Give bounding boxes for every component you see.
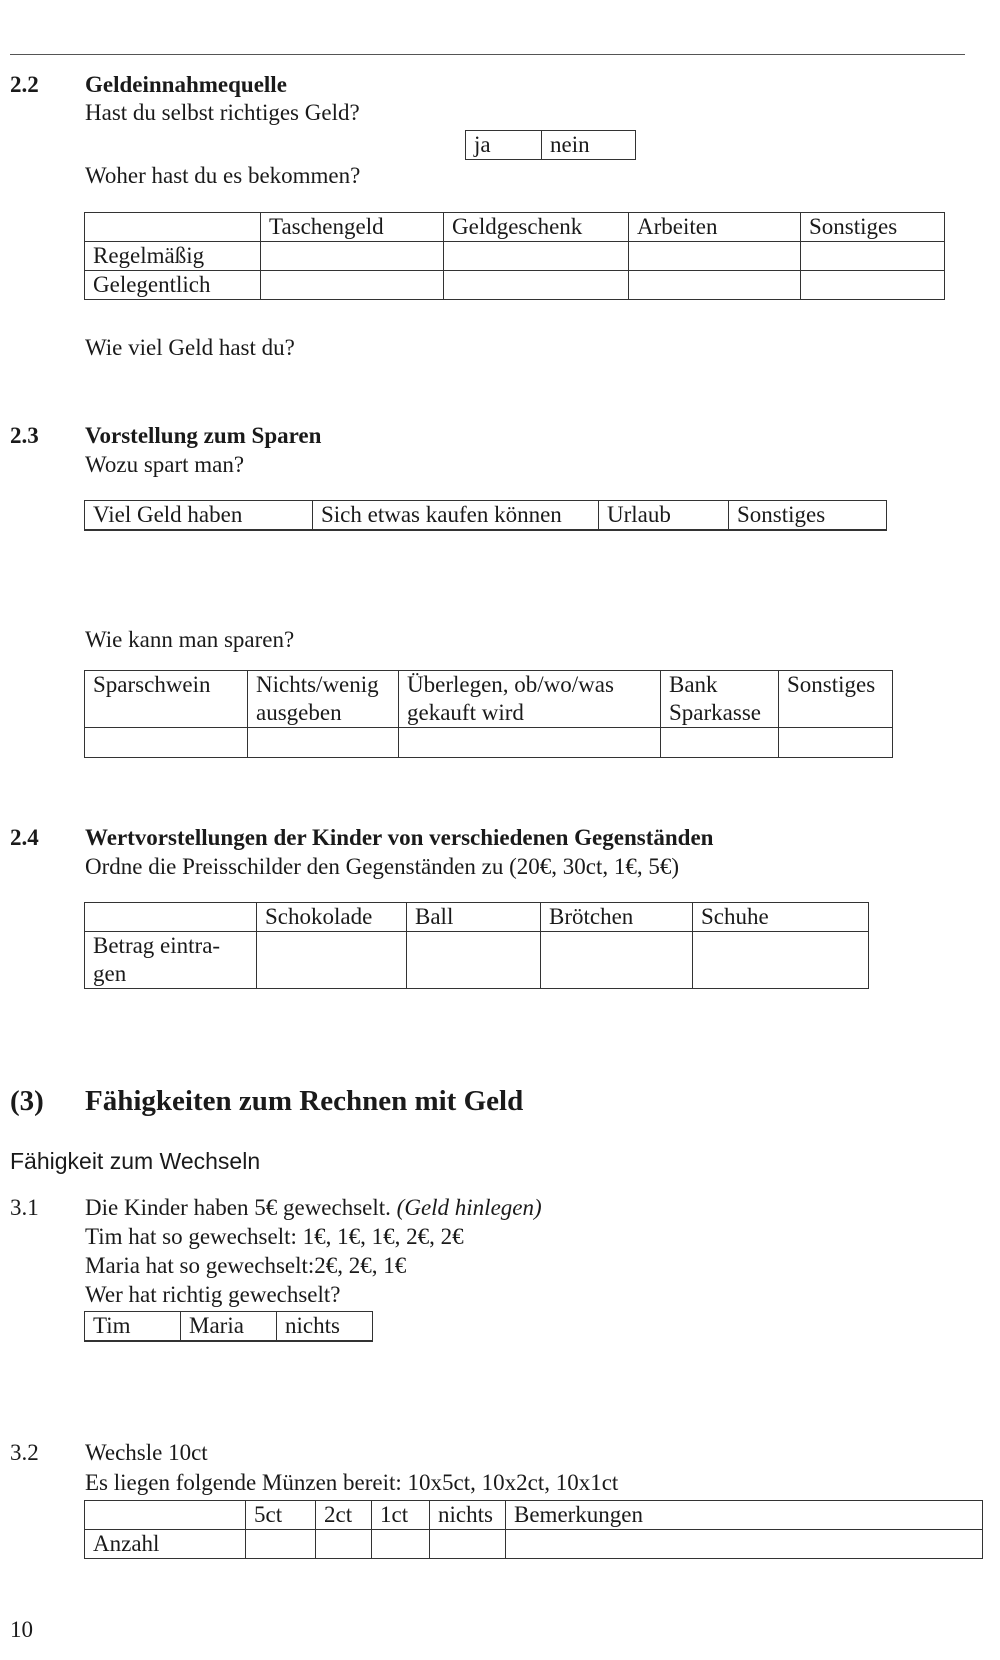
exchange-intro: [85, 1195, 542, 1221]
table-cell[interactable]: [729, 530, 887, 531]
column-header: nichts: [277, 1312, 373, 1341]
table-cell[interactable]: [444, 242, 629, 271]
page-number: 10: [10, 1617, 33, 1642]
table-header-row: [85, 671, 893, 728]
table-cell[interactable]: [629, 271, 801, 300]
column-header: Tim: [85, 1312, 181, 1341]
table-cell[interactable]: [248, 728, 399, 758]
table-header-row: [85, 213, 945, 242]
table-cell[interactable]: [407, 932, 541, 989]
column-header: Urlaub: [599, 501, 729, 530]
table-cell: [85, 213, 261, 242]
table-row: [85, 530, 887, 531]
column-header: Viel Geld haben: [85, 501, 313, 530]
table-cell[interactable]: [430, 1530, 506, 1559]
table-cell[interactable]: [181, 1341, 277, 1342]
table-cell: [85, 903, 257, 932]
why-save-table: [84, 500, 887, 531]
table-row: [85, 1341, 373, 1342]
column-header: 5ct: [246, 1501, 316, 1530]
table-cell[interactable]: [506, 1530, 983, 1559]
price-table: [84, 902, 869, 989]
column-header: Schuhe: [693, 903, 869, 932]
column-header: Nichts/wenig ausgeben: [248, 671, 399, 728]
table-cell[interactable]: [693, 932, 869, 989]
column-header: 2ct: [316, 1501, 372, 1530]
correct-exchange-table: [84, 1311, 373, 1342]
question-how-save: Wie kann man sparen?: [85, 627, 295, 652]
column-header: Sonstiges: [779, 671, 893, 728]
column-header: Sparschwein: [85, 671, 248, 728]
exchange-intro-text: Die Kinder haben 5€ gewechselt.: [85, 1195, 391, 1220]
no-option[interactable]: nein: [542, 131, 636, 160]
table-cell[interactable]: [261, 271, 444, 300]
section-number-2-4: 2.4: [10, 825, 39, 850]
table-row: [85, 1530, 983, 1559]
table-row: [85, 242, 945, 271]
table-cell[interactable]: [661, 728, 779, 758]
subtitle-exchange: Fähigkeit zum Wechseln: [10, 1148, 261, 1174]
row-label: Gelegentlich: [85, 271, 261, 300]
question-own-money: Hast du selbst richtiges Geld?: [85, 100, 360, 125]
how-save-table: [84, 670, 893, 758]
top-rule: [10, 54, 965, 55]
table-cell[interactable]: [399, 728, 661, 758]
section-title-2-3: Vorstellung zum Sparen: [85, 423, 322, 448]
section-number-2-2: 2.2: [10, 72, 39, 97]
table-cell[interactable]: [257, 932, 407, 989]
table-cell[interactable]: [372, 1530, 430, 1559]
table-cell[interactable]: [629, 242, 801, 271]
table-cell[interactable]: [277, 1341, 373, 1342]
table-cell[interactable]: [261, 242, 444, 271]
table-cell[interactable]: [779, 728, 893, 758]
available-coins: Es liegen folgende Münzen bereit: 10x5ct, 10x2ct, 10x1ct: [85, 1470, 619, 1495]
column-header: Bank Sparkasse: [661, 671, 779, 728]
table-cell: [85, 1501, 246, 1530]
row-label: Regelmäßig: [85, 242, 261, 271]
exchange-10ct: Wechsle 10ct: [85, 1440, 208, 1465]
question-source: Woher hast du es bekommen?: [85, 163, 361, 188]
section-number-3-2: 3.2: [10, 1440, 39, 1465]
table-header-row: [85, 1312, 373, 1341]
table-cell[interactable]: [801, 271, 945, 300]
table-header-row: [85, 903, 869, 932]
tim-exchange: Tim hat so gewechselt: 1€, 1€, 1€, 2€, 2€: [85, 1224, 464, 1249]
table-cell[interactable]: [85, 728, 248, 758]
exchange-intro-note: (Geld hinlegen): [396, 1195, 542, 1220]
table-cell[interactable]: [316, 1530, 372, 1559]
table-cell[interactable]: [313, 530, 599, 531]
row-label: Betrag eintra-gen: [85, 932, 257, 989]
question-correct-exchange: Wer hat richtig gewechselt?: [85, 1282, 341, 1307]
column-header: nichts: [430, 1501, 506, 1530]
table-row: [85, 271, 945, 300]
column-header: Geldgeschenk: [444, 213, 629, 242]
column-header: Maria: [181, 1312, 277, 1341]
row-label: Anzahl: [85, 1530, 246, 1559]
column-header: Ball: [407, 903, 541, 932]
column-header: Sonstiges: [729, 501, 887, 530]
table-cell[interactable]: [801, 242, 945, 271]
column-header: Arbeiten: [629, 213, 801, 242]
maria-exchange: Maria hat so gewechselt:2€, 2€, 1€: [85, 1253, 407, 1278]
table-cell[interactable]: [541, 932, 693, 989]
column-header: 1ct: [372, 1501, 430, 1530]
instruction-price-tags: Ordne die Preisschilder den Gegenständen zu (20€, 30ct, 1€, 5€): [85, 854, 680, 879]
column-header: Sich etwas kaufen können: [313, 501, 599, 530]
section-title-2-4: Wertvorstellungen der Kinder von verschiedenen Gegenständen: [85, 825, 714, 850]
yes-option[interactable]: ja: [466, 131, 542, 160]
table-cell[interactable]: [444, 271, 629, 300]
column-header: Bemerkungen: [506, 1501, 983, 1530]
table-row: [85, 932, 869, 989]
table-row: [85, 728, 893, 758]
question-how-much: Wie viel Geld hast du?: [85, 335, 295, 360]
chapter-title-3: Fähigkeiten zum Rechnen mit Geld: [85, 1085, 524, 1117]
column-header: Schokolade: [257, 903, 407, 932]
section-number-3-1: 3.1: [10, 1195, 39, 1220]
coin-count-table: [84, 1500, 983, 1559]
table-cell[interactable]: [246, 1530, 316, 1559]
section-number-2-3: 2.3: [10, 423, 39, 448]
column-header: Überlegen, ob/wo/was gekauft wird: [399, 671, 661, 728]
column-header: Taschengeld: [261, 213, 444, 242]
table-header-row: [85, 501, 887, 530]
income-source-table: [84, 212, 945, 300]
chapter-number-3: (3): [10, 1085, 44, 1117]
table-header-row: [85, 1501, 983, 1530]
column-header: Sonstiges: [801, 213, 945, 242]
question-why-save: Wozu spart man?: [85, 452, 245, 477]
table-cell[interactable]: [85, 1341, 181, 1342]
table-cell[interactable]: [85, 530, 313, 531]
column-header: Brötchen: [541, 903, 693, 932]
table-cell[interactable]: [599, 530, 729, 531]
section-title-2-2: Geldeinnahmequelle: [85, 72, 287, 97]
yes-no-table: [465, 130, 636, 160]
